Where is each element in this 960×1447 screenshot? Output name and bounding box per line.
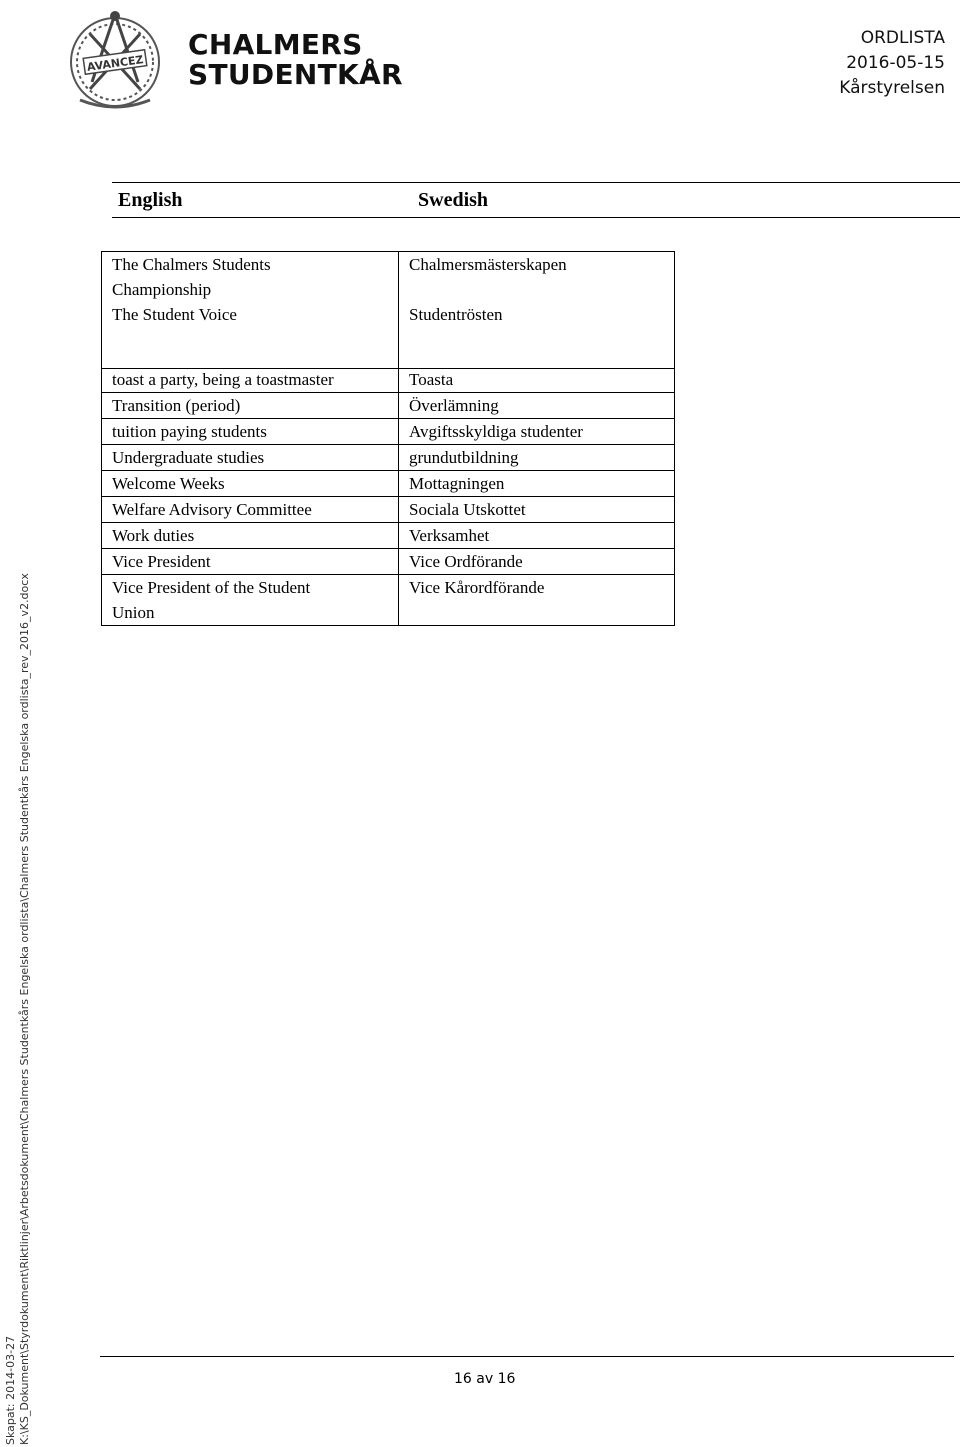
term-english: Welcome Weeks <box>102 471 399 497</box>
table-row <box>102 393 675 419</box>
term-swedish: Vice Kårordförande <box>399 575 675 626</box>
term-swedish: Sociala Utskottet <box>399 497 675 523</box>
term-swedish: Studentrösten <box>409 305 503 324</box>
swedish-heading: Swedish <box>418 189 489 211</box>
term-english: Vice President <box>102 549 399 575</box>
english-cell <box>102 252 399 369</box>
glossary-table-2 <box>101 367 675 626</box>
term-swedish: grundutbildning <box>399 445 675 471</box>
organization-name <box>188 30 403 90</box>
term-swedish: Överlämning <box>399 393 675 419</box>
english-cell <box>102 575 399 626</box>
term-english: Work duties <box>102 523 399 549</box>
term-english: tuition paying students <box>102 419 399 445</box>
term-english: Vice President of the Student <box>112 578 311 597</box>
org-name-line-1: CHALMERS <box>188 28 363 61</box>
term-swedish: Toasta <box>399 367 675 393</box>
term-english: The Student Voice <box>112 305 237 324</box>
table-row <box>102 549 675 575</box>
term-swedish: Chalmersmästerskapen <box>409 255 567 274</box>
chalmers-studentkar-emblem <box>60 4 170 114</box>
document-path-sidebar <box>4 573 32 1445</box>
term-english: Welfare Advisory Committee <box>102 497 399 523</box>
document-author: Kårstyrelsen <box>839 78 945 98</box>
english-heading: English <box>118 189 183 211</box>
term-swedish: Verksamhet <box>399 523 675 549</box>
document-date: 2016-05-15 <box>846 53 945 73</box>
term-swedish: Avgiftsskyldiga studenter <box>399 419 675 445</box>
footer-divider <box>100 1356 954 1357</box>
term-swedish: Vice Ordförande <box>399 549 675 575</box>
logo-text: AVANCEZ <box>86 53 145 74</box>
term-english: toast a party, being a toastmaster <box>102 367 399 393</box>
term-english: Union <box>112 603 155 622</box>
term-english: Championship <box>112 280 212 299</box>
swedish-cell <box>399 252 675 369</box>
term-english: The Chalmers Students <box>112 255 271 274</box>
term-english: Transition (period) <box>102 393 399 419</box>
created-date: Skapat: 2014-03-27 <box>4 1335 17 1445</box>
file-path: K:\KS_Dokument\Styrdokument\Riktlinjer\Arbetsdokument\Chalmers Studentkårs Engelska ordlista\Chalmers Studentkårs Engelska ordlista_rev_2016_v2.docx <box>18 573 31 1445</box>
term-swedish: Mottagningen <box>399 471 675 497</box>
table-row <box>102 419 675 445</box>
org-name-line-2: STUDENTKÅR <box>188 58 403 91</box>
table-row <box>102 367 675 393</box>
column-headings <box>112 182 960 218</box>
table-row <box>102 523 675 549</box>
table-row <box>102 497 675 523</box>
table-row <box>102 445 675 471</box>
page-number: 16 av 16 <box>454 1371 516 1387</box>
table-row <box>102 252 675 369</box>
table-row <box>102 471 675 497</box>
document-meta <box>839 26 945 101</box>
table-row <box>102 575 675 626</box>
glossary-table-1 <box>101 251 675 369</box>
term-english: Undergraduate studies <box>102 445 399 471</box>
document-type: ORDLISTA <box>860 28 945 48</box>
